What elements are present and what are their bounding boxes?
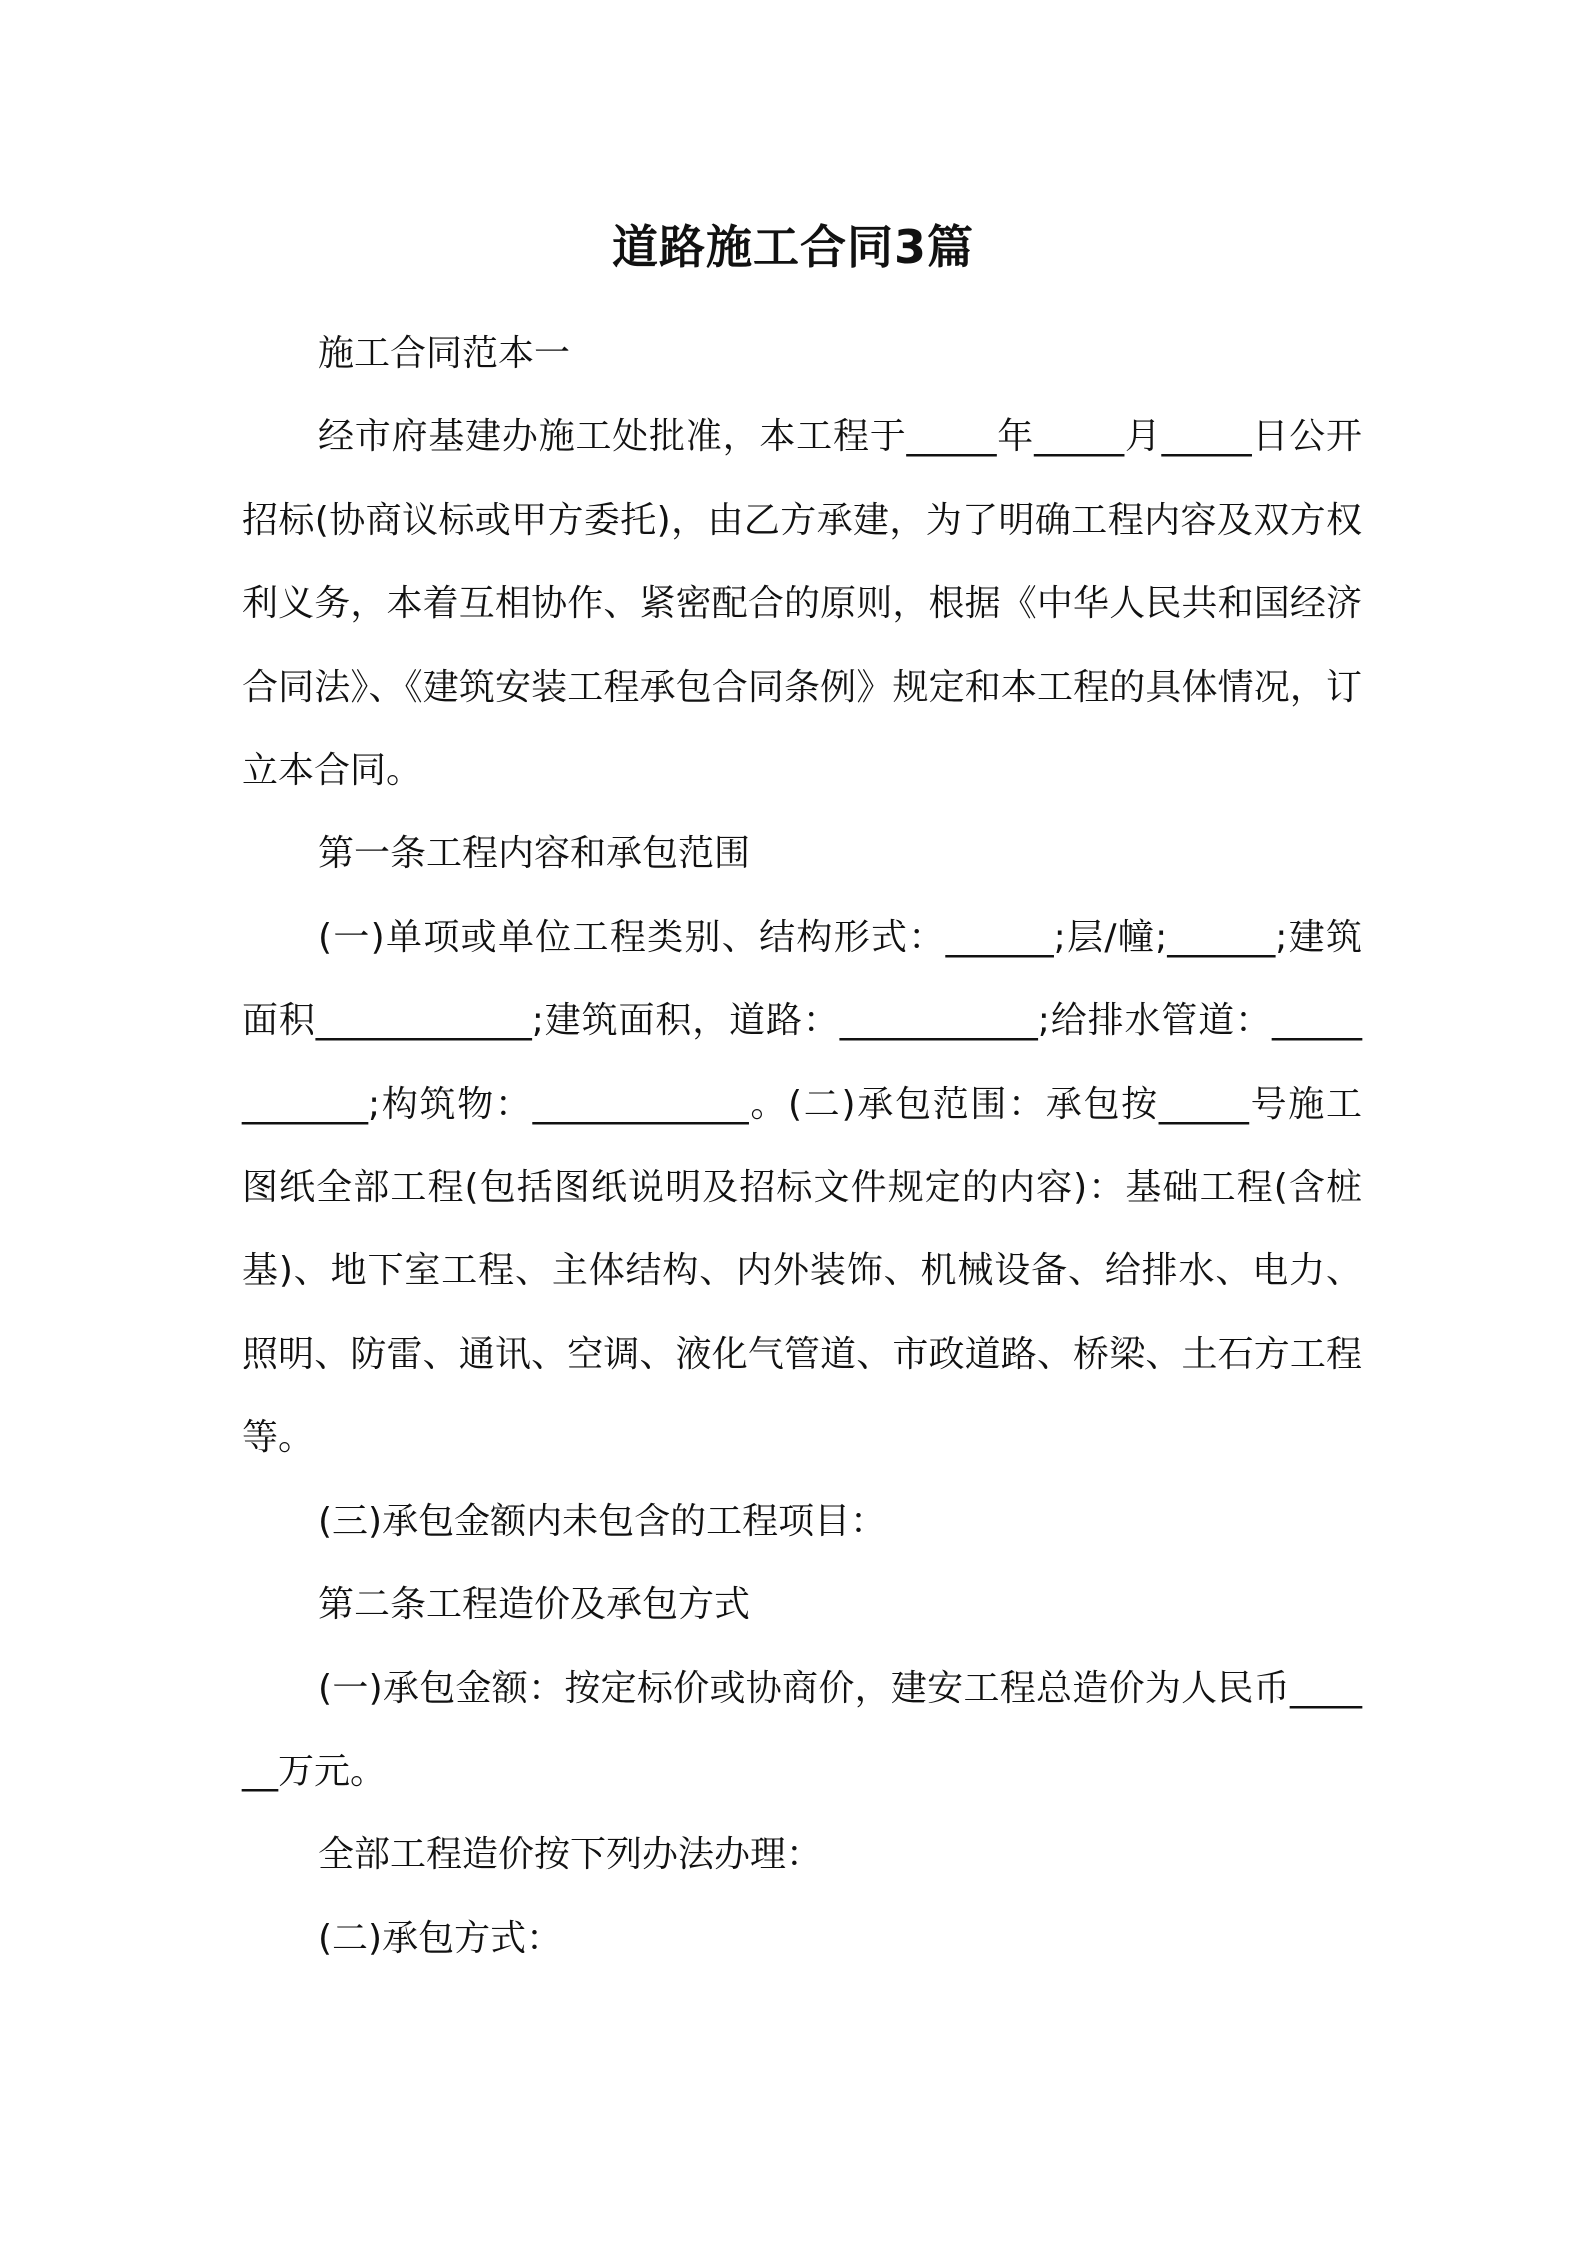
- article-one-heading: 第一条工程内容和承包范围: [318, 833, 751, 875]
- paragraph-excluded-items: (三)承包金额内未包含的工程项目：: [318, 1500, 887, 1542]
- document-title: 道路施工合同3篇: [611, 220, 974, 274]
- paragraph-preamble: 经市府基建办施工处批准，本工程于_____年_____月_____日公开招标(协商议标或甲方委托)，由乙方承建，为了明确工程内容及双方权利义务，本着互相协作、紧密配合的原则，根据《中华人民共和国经济合同法》、《建筑安装工程承包合同条例》规定和本工程的具体情况，订立本合同。: [242, 416, 1362, 792]
- paragraph-scope-details: (一)单项或单位工程类别、结构形式：______;层/幢;______;建筑面积____________;建筑面积，道路：___________;给排水管道：____________;构筑物：____________。(二)承包范围：承包按_____号施工图纸全部工程(包括图纸说明及招标文件规定的内容)：基础工程(含桩基)、地下室工程、主体结构、内外装饰、机械设备、给排水、电力、照明、防雷、通讯、空调、液化气管道、市政道路、桥梁、土石方工程等。: [242, 916, 1362, 1459]
- section-heading-template-one: 施工合同范本一: [318, 333, 571, 374]
- paragraph-cost-method: 全部工程造价按下列办法办理：: [318, 1834, 823, 1876]
- document-body: [242, 312, 1362, 1980]
- article-two-heading: 第二条工程造价及承包方式: [318, 1584, 751, 1626]
- paragraph-contract-mode: (二)承包方式：: [318, 1917, 563, 1959]
- paragraph-contract-amount: (一)承包金额：按定标价或协商价，建安工程总造价为人民币______万元。: [242, 1667, 1362, 1792]
